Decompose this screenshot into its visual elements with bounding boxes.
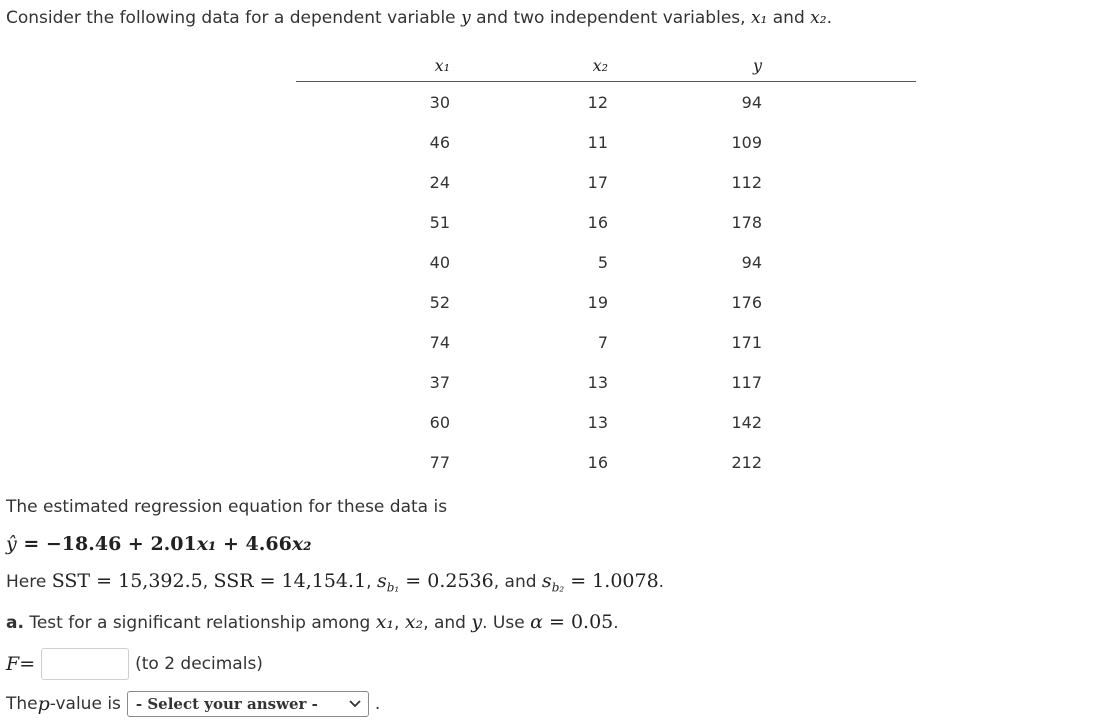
var-y: y [461,8,471,28]
regression-equation: ŷ = −18.46 + 2.01x₁ + 4.66x₂ [6,533,312,555]
row-spacer [762,402,916,442]
cell-y: 112 [731,172,762,192]
cell-x2: 13 [587,372,608,392]
cell-x1: 46 [429,132,450,152]
cell-x1: 74 [429,332,450,352]
cell-y: 212 [731,452,762,472]
row-spacer [762,322,916,362]
row-spacer [762,122,916,162]
cell-x1: 40 [429,252,450,272]
cell-x1: 60 [429,412,450,432]
cell-x2: 19 [587,292,608,312]
table-row [296,162,916,202]
part-a-prompt: a. Test for a significant relationship among x₁, x₂, and y. Use α = 0.05. [6,611,619,633]
cell-y: 94 [741,92,762,112]
intro-and: and [767,8,811,28]
cell-x2: 16 [587,212,608,232]
cell-x2: 11 [587,132,608,152]
header-x2: x₂ [450,50,608,82]
cell-x1: 77 [429,452,450,472]
f-label: F [6,653,20,675]
cell-x2: 5 [597,252,608,272]
f-statistic-input[interactable] [41,648,129,680]
chevron-down-icon [348,699,362,709]
cell-x1: 24 [429,172,450,192]
table-row [296,362,916,402]
sb1-value: = 0.2536 [399,570,494,592]
header-spacer [762,50,916,82]
row-spacer [762,282,916,322]
var-x2: x₂ [810,8,827,28]
cell-y: 94 [741,252,762,272]
table-row [296,322,916,362]
sb2-value: = 1.0078 [564,570,659,592]
problem-intro [6,8,832,28]
row-spacer [762,362,916,402]
cell-y: 176 [731,292,762,312]
row-spacer [762,202,916,242]
header-x1: x₁ [296,50,450,82]
data-table [296,50,916,482]
header-y: y [608,50,762,82]
cell-y: 142 [731,412,762,432]
cell-x1: 37 [429,372,450,392]
cell-y: 109 [731,132,762,152]
cell-x1: 52 [429,292,450,312]
table-row [296,402,916,442]
ssr-value: SSR = 14,154.1 [213,570,367,592]
f-decimals-note: (to 2 decimals) [135,654,263,674]
p-value-select[interactable] [127,691,369,717]
p-value-row: The p -value is - Select your answer - . [6,693,381,715]
cell-y: 171 [731,332,762,352]
var-x1: x₁ [750,8,768,28]
p-value-select-text: - Select your answer - [135,695,318,713]
table-row [296,442,916,482]
intro-end: . [826,8,832,28]
cell-x1: 30 [429,92,450,112]
sst-value: SST = 15,392.5 [51,570,203,592]
sb2-symbol: s [541,570,552,592]
part-a-label: a. [6,613,24,633]
cell-x2: 12 [587,92,608,112]
cell-y: 178 [731,212,762,232]
stats-line: Here SST = 15,392.5, SSR = 14,154.1, $s_{b_1} = 0.2536$, and $s_{b_2} = 1.0078$. [6,570,665,595]
sb1-symbol: s [376,570,387,592]
intro-text-1: Consider the following data for a dependent variable [6,8,462,28]
row-spacer [762,442,916,482]
cell-x2: 17 [587,172,608,192]
table-row [296,242,916,282]
table-row [296,202,916,242]
table-row [296,122,916,162]
f-statistic-row: F = (to 2 decimals) [6,648,263,680]
row-spacer [762,162,916,202]
cell-y: 117 [731,372,762,392]
cell-x2: 7 [597,332,608,352]
row-spacer [762,242,916,282]
cell-x1: 51 [429,212,450,232]
table-row [296,282,916,322]
cell-x2: 13 [587,412,608,432]
row-spacer [762,82,916,123]
table-header-row [296,50,916,82]
table-row [296,82,916,123]
cell-x2: 16 [587,452,608,472]
intro-text-2: and two independent variables, [470,8,751,28]
regression-intro: The estimated regression equation for these data is [6,497,448,517]
